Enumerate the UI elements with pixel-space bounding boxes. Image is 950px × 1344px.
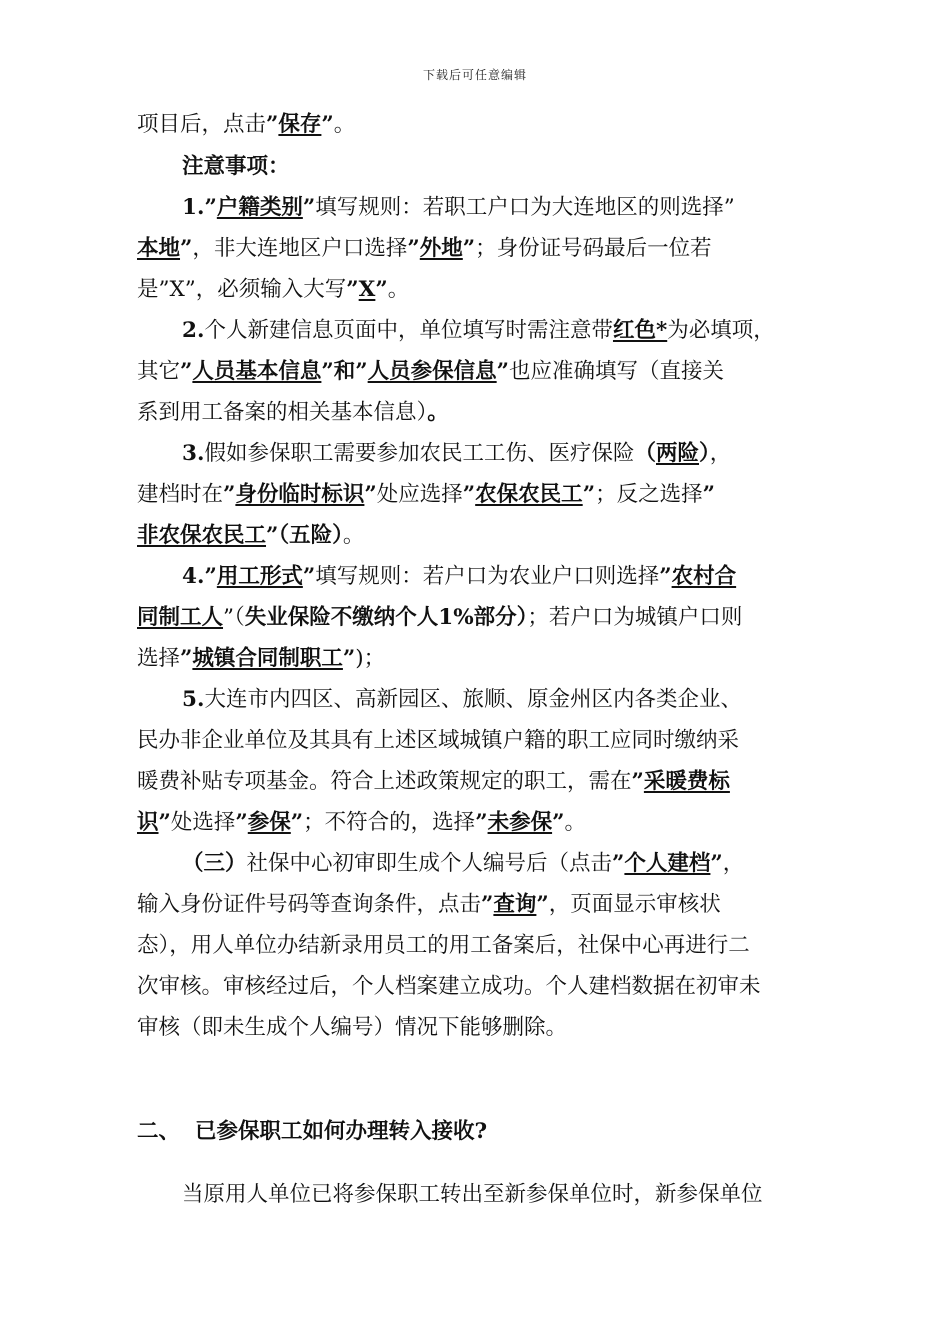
item-number: 3. <box>182 441 205 466</box>
quote-mark: ” <box>346 277 359 302</box>
text-line <box>182 316 862 346</box>
quote-mark: ” <box>321 112 334 137</box>
text-span: ”（ <box>223 605 245 630</box>
text-line <box>182 849 862 879</box>
keyword-not-insured: 未参保 <box>487 810 553 835</box>
quote-mark: ” <box>302 195 316 220</box>
text-line <box>137 808 817 838</box>
text-span: 建档时在 <box>137 482 224 507</box>
quote-mark: ” <box>552 810 565 835</box>
text-span: ，非大连地区户口选择 <box>192 236 408 261</box>
text-line: 审核（即未生成个人编号）情况下能够删除。 <box>137 1015 568 1040</box>
text-span: 。 <box>333 112 356 137</box>
section-heading-title: 已参保职工如何办理转入接收? <box>195 1119 488 1144</box>
text-span: 项目后，点击 <box>137 112 267 137</box>
text-span: ，页面显示审核状 <box>548 892 721 917</box>
quote-mark: ” <box>702 482 715 507</box>
quote-mark: ” <box>235 810 248 835</box>
item-number: 4. <box>182 564 205 589</box>
text-line <box>137 521 817 551</box>
keyword-farm-worker: 农保农民工 <box>475 482 583 507</box>
keyword-heating-fee-cont: 识 <box>137 810 159 835</box>
quote-mark: ”和” <box>321 359 368 384</box>
text-span: ， <box>709 441 732 466</box>
text-line: 态），用人单位办结新录用员工的用工备案后，社保中心再进行二 <box>137 933 750 958</box>
text-line <box>137 357 817 387</box>
quote-mark: ” <box>496 359 510 384</box>
text-span: 系到用工备案的相关基本信息） <box>137 400 428 425</box>
keyword-temp-id: 身份临时标识 <box>235 482 365 507</box>
item-number: 2. <box>182 318 205 343</box>
text-span: ， <box>722 851 745 876</box>
quote-mark: ” <box>180 236 193 261</box>
text-span: 假如参保职工需要参加农民工工伤、医疗保险 <box>204 441 635 466</box>
text-line <box>137 767 817 797</box>
quote-mark: ” <box>462 236 476 261</box>
keyword-employment-form: 用工形式 <box>216 564 303 589</box>
text-line <box>182 193 862 223</box>
text-line: 次审核。审核经过后，个人档案建立成功。个人建档数据在初审未 <box>137 974 761 999</box>
keyword-insurance-info: 人员参保信息 <box>367 359 497 384</box>
text-span: 处选择 <box>170 810 236 835</box>
text-span: 暖费补贴专项基金。符合上述政策规定的职工，需在 <box>137 769 632 794</box>
keyword-insured: 参保 <box>247 810 291 835</box>
quote-mark: ” <box>631 769 644 794</box>
text-span: 个人新建信息页面中，单位填写时需注意带 <box>204 318 613 343</box>
text-span: 失业保险不缴纳个人1%部分） <box>244 605 528 630</box>
keyword-rural-contract-cont: 同制工人 <box>137 605 224 630</box>
text-line <box>137 644 817 674</box>
keyword-nonlocal: 外地 <box>419 236 463 261</box>
keyword-two-insurances: 两险 <box>655 441 699 466</box>
text-span: （ <box>634 441 656 466</box>
item-number: 1. <box>182 195 205 220</box>
keyword-personal-file: 个人建档 <box>624 851 711 876</box>
quote-mark: ” <box>407 236 420 261</box>
text-span: ；反之选择 <box>595 482 703 507</box>
text-span: 。 <box>427 400 449 425</box>
text-span: 选择 <box>137 646 181 671</box>
text-span: 是”X”，必须输入大写 <box>137 277 347 302</box>
text-span: 也应准确填写（直接关 <box>509 359 725 384</box>
text-span: ”（五险） <box>266 523 343 548</box>
keyword-rural-contract: 农村合 <box>671 564 737 589</box>
quote-mark: ” <box>180 646 193 671</box>
keyword-x: X <box>358 277 376 302</box>
text-line <box>137 480 817 510</box>
quote-mark: ” <box>364 482 377 507</box>
quote-mark: ” <box>659 564 672 589</box>
keyword-local: 本地 <box>137 236 181 261</box>
quote-mark: ” <box>710 851 723 876</box>
text-line <box>137 234 817 264</box>
keyword-urban-contract: 城镇合同制职工 <box>192 646 343 671</box>
text-span: ；身份证号码最后一位若 <box>475 236 712 261</box>
quote-mark: ” <box>302 564 316 589</box>
text-span: 。 <box>387 277 410 302</box>
keyword-non-farm-worker: 非农保农民工 <box>137 523 267 548</box>
text-span: 处应选择 <box>376 482 463 507</box>
quote-mark: ” <box>612 851 625 876</box>
text-line: 当原用人单位已将参保职工转出至新参保单位时，新参保单位 <box>182 1182 763 1207</box>
quote-mark: ” <box>223 482 236 507</box>
quote-mark: ” <box>158 810 171 835</box>
quote-mark: ” <box>342 646 356 671</box>
notes-title: 注意事项： <box>182 154 290 179</box>
text-line <box>137 398 817 428</box>
text-line <box>182 439 862 469</box>
section-number: （三） <box>182 851 247 876</box>
text-line <box>137 110 817 140</box>
section-heading <box>137 1117 487 1147</box>
quote-mark: ” <box>375 277 388 302</box>
text-span: 大连市内四区、高新园区、旅顺、原金州区内各类企业、 <box>204 687 742 712</box>
text-span: )； <box>355 646 386 671</box>
quote-mark: ” <box>204 195 217 220</box>
text-span: 填写规则：若户口为农业户口则选择 <box>315 564 660 589</box>
quote-mark: ” <box>481 892 494 917</box>
quote-mark: ” <box>462 482 476 507</box>
item-number: 5. <box>182 687 205 712</box>
keyword-basic-info: 人员基本信息 <box>192 359 322 384</box>
keyword-query: 查询 <box>493 892 537 917</box>
text-span: ） <box>699 441 710 466</box>
text-span: 其它 <box>137 359 181 384</box>
quote-mark: ” <box>204 564 217 589</box>
section-heading-number: 二、 <box>137 1119 181 1144</box>
quote-mark: ” <box>475 810 488 835</box>
keyword-heating-fee: 采暖费标 <box>643 769 730 794</box>
page-header: 下载后可任意编辑 <box>422 68 527 82</box>
text-line <box>137 890 817 920</box>
text-line <box>137 275 817 305</box>
text-span: ；若户口为城镇户口则 <box>527 605 743 630</box>
quote-mark: ” <box>536 892 549 917</box>
text-line <box>137 603 817 633</box>
text-span: 。 <box>564 810 586 835</box>
text-span: 。 <box>342 523 365 548</box>
text-line <box>182 685 862 715</box>
keyword-red-star: 红色* <box>612 318 668 343</box>
quote-mark: ” <box>266 112 279 137</box>
text-span: 填写规则：若职工户口为大连地区的则选择” <box>315 195 735 220</box>
text-line <box>137 726 817 756</box>
keyword-save: 保存 <box>278 112 322 137</box>
text-span: 为必填项， <box>667 318 775 343</box>
quote-mark: ” <box>180 359 193 384</box>
text-span: 输入身份证件号码等查询条件，点击 <box>137 892 482 917</box>
text-span: 社保中心初审即生成个人编号后（点击 <box>246 851 613 876</box>
text-span: ；不符合的，选择 <box>303 810 476 835</box>
keyword-household-type: 户籍类别 <box>216 195 303 220</box>
text-line <box>182 562 862 592</box>
quote-mark: ” <box>582 482 596 507</box>
text-span: 民办非企业单位及其具有上述区域城镇户籍的职工应同时缴纳采 <box>137 728 740 753</box>
quote-mark: ” <box>290 810 304 835</box>
